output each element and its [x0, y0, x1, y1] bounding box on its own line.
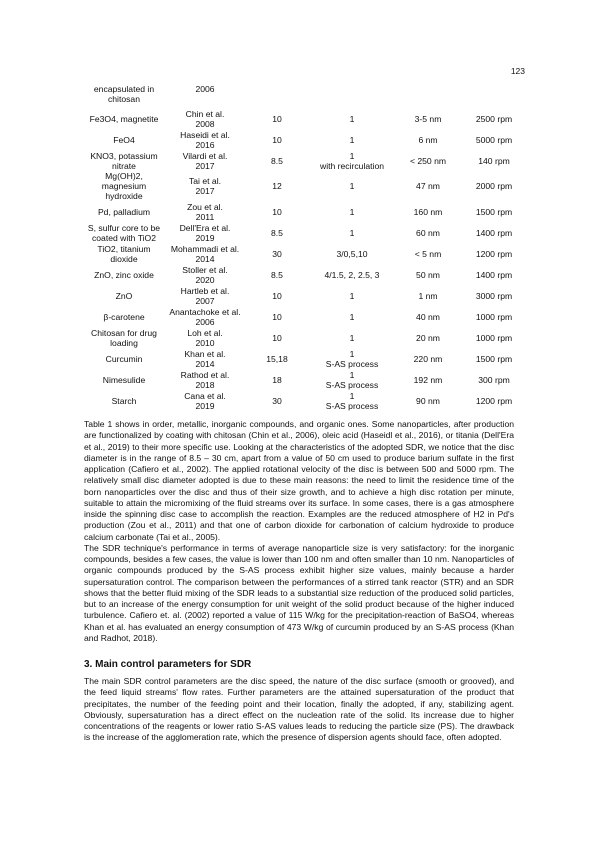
table-cell: 1 S-AS process — [325, 390, 379, 411]
table-cell: 1 S-AS process — [325, 369, 379, 390]
table-cell — [460, 84, 528, 108]
table-cell: 10 — [272, 113, 282, 124]
table-cell: 3000 rpm — [475, 290, 513, 301]
table-row — [84, 84, 528, 108]
table-row — [84, 171, 528, 201]
table-row — [84, 150, 528, 171]
table-row — [84, 201, 528, 222]
table-row — [84, 369, 528, 390]
table-cell: 1 — [349, 290, 355, 301]
table-cell: Cana et al. 2019 — [184, 390, 226, 411]
table-cell: 1400 rpm — [475, 269, 513, 280]
table-cell: 8.5 — [271, 269, 283, 280]
table-cell: 50 nm — [416, 269, 440, 280]
table-cell: S, sulfur core to be coated with TiO2 — [87, 222, 161, 243]
table-cell: 15,18 — [266, 353, 288, 364]
table-cell: 1000 rpm — [475, 332, 513, 343]
table-cell: Anantachoke et al. 2006 — [169, 306, 241, 327]
table-cell: FeO4 — [113, 134, 135, 145]
table-row — [84, 348, 528, 369]
table-cell: 60 nm — [416, 227, 440, 238]
table-cell: Mg(OH)2, magnesium hydroxide — [101, 171, 147, 201]
table-cell: ZnO, zinc oxide — [94, 269, 154, 280]
table-cell: 10 — [272, 206, 282, 217]
table-cell — [396, 84, 460, 108]
table-cell: Loh et al. 2010 — [187, 327, 223, 348]
table-row — [84, 264, 528, 285]
table-row — [84, 390, 528, 411]
table-cell — [308, 84, 396, 108]
page-number: 123 — [510, 66, 525, 76]
table-cell: < 5 nm — [414, 248, 442, 259]
paragraph: Table 1 shows in order, metallic, inorganic compounds, and organic ones. Some nanoparticles, after production are functionalized by coating with chitosan (Chin et al., 2006), oleic acid (Haseidl et al., 2016), or titania (Dell'Era et al., 2019) to their more specific use. Looking at the characteristics of the adopted SDR, we notice that the disc diameter is in the range of 8.5 – 30 cm, apart from a value of 50 cm used to produce barium sulfate in the first application (Cafiero et al., 2002). The applied rotational velocity of the disc is between 500 and 5000 rpm. The relatively small disc diameter adopted is due to these main reasons: the need to limit the residence time of the born nanoparticles over the disc and thus of their size growth, and to achieve a high disc rotation per minute, suitable to attain the micromixing of the fluid streams over its surface. In some cases, there is a gas atmosphere inside the spinning disc case to accomplish the reaction. Examples are the reduced atmosphere of H2 in Pd's production (Zou et al., 2011) and that one of carbon dioxide for carbonation of calcium hydroxide to produce calcium carbonate (Tai et al., 2005). — [84, 419, 514, 542]
table-row — [84, 108, 528, 129]
table-cell: 10 — [272, 332, 282, 343]
table-cell: 8.5 — [271, 227, 283, 238]
table-cell: 10 — [272, 290, 282, 301]
table-cell: 220 nm — [413, 353, 443, 364]
table-cell: 10 — [272, 311, 282, 322]
table-cell: < 250 nm — [409, 155, 447, 166]
table-cell: Chitosan for drug loading — [91, 327, 157, 348]
section-title: 3. Main control parameters for SDR — [84, 659, 252, 670]
table-cell: 90 nm — [416, 395, 440, 406]
table-cell: 1 — [349, 332, 355, 343]
table-cell: 30 — [272, 395, 282, 406]
table-cell: 1200 rpm — [475, 248, 513, 259]
table-cell: Haseidi et al. 2016 — [180, 129, 230, 150]
table-cell: Chin et al. 2008 — [185, 108, 225, 129]
table-cell: 1 — [349, 134, 355, 145]
table-cell: 1 S-AS process — [325, 348, 379, 369]
section-body — [84, 676, 514, 744]
table-row — [84, 327, 528, 348]
table-cell: 140 rpm — [478, 155, 510, 166]
table-cell: 1 — [349, 113, 355, 124]
table-cell: 2006 — [195, 84, 215, 94]
table-cell: 1400 rpm — [475, 227, 513, 238]
table-cell: encapsulated in chitosan — [93, 84, 155, 104]
table-cell: Pd, palladium — [97, 206, 151, 217]
table-cell: 2500 rpm — [475, 113, 513, 124]
table-cell: TiO2, titanium dioxide — [97, 243, 151, 264]
table-cell: 1 with recirculation — [320, 150, 384, 171]
table-row — [84, 222, 528, 243]
table-cell: 10 — [272, 134, 282, 145]
table-cell: 5000 rpm — [475, 134, 513, 145]
table-cell: Mohammadi et al. 2014 — [170, 243, 240, 264]
table-cell: Stoller et al. 2020 — [182, 264, 228, 285]
table-cell: 3/0,5,10 — [336, 248, 368, 259]
table-cell: 2000 rpm — [475, 181, 513, 191]
table-cell: 4/1.5, 2, 2.5, 3 — [324, 269, 380, 280]
table-cell: ZnO — [115, 290, 133, 301]
table-cell: Zou et al. 2011 — [187, 201, 223, 222]
table-cell: β-carotene — [103, 311, 145, 322]
table-cell: Vilardi et al. 2017 — [182, 150, 228, 171]
table-cell: 1000 rpm — [475, 311, 513, 322]
table-cell: 30 — [272, 248, 282, 259]
paragraph: The main SDR control parameters are the disc speed, the nature of the disc surface (smooth or grooved), and the feed liquid streams' flow rates. Further parameters are the attained supersaturation of the product that precipitates, the number of the feeding point and their location, finally the adopted, if any, stabilizing agent. Obviously, supersaturation has a direct effect on the nucleation rate of the solid. Its increase due to higher concentrations of the reagents or lower ratio S-AS values leads to reducing the particle size (PS). The drawback is the increase of the agglomeration rate, which the presence of dispersion agents should face, often adopted. — [84, 676, 514, 743]
table-cell: 8.5 — [271, 155, 283, 166]
table-row — [84, 306, 528, 327]
table-cell: Rathod et al. 2018 — [180, 369, 230, 390]
table-cell: Curcumin — [105, 353, 143, 364]
table-cell: Nimesulide — [102, 374, 146, 385]
table-cell: KNO3, potassium nitrate — [90, 150, 158, 171]
results-table — [84, 84, 528, 411]
table-cell: 18 — [272, 374, 282, 385]
table-cell: Fe3O4, magnetite — [89, 113, 159, 124]
table-cell: 20 nm — [416, 332, 440, 343]
table-cell: 300 rpm — [478, 374, 510, 385]
table-row — [84, 243, 528, 264]
table-cell: Khan et al. 2014 — [184, 348, 226, 369]
table-row — [84, 285, 528, 306]
table-cell: 1 nm — [418, 290, 438, 301]
table-cell: 40 nm — [416, 311, 440, 322]
table-cell: 1 — [349, 227, 355, 238]
table-cell — [246, 84, 308, 108]
table-cell: Hartleb et al. 2007 — [180, 285, 230, 306]
table-cell: 160 nm — [413, 206, 443, 217]
table-row — [84, 129, 528, 150]
table-cell: 1 — [349, 181, 355, 191]
table-cell: Dell'Era et al. 2019 — [179, 222, 231, 243]
paragraph: The SDR technique's performance in terms of average nanoparticle size is very satisfactory: for the inorganic compounds, besides a few cases, the value is lower than 100 nm and often smaller than 10 nm. Nanoparticles of organic compounds produced by the S-AS process exhibit higher size values, mainly because a harder supersaturation control. The comparison between the performances of a stirred tank reactor (STR) and an SDR shows that the better fluid mixing of the SDR leads to a substantial size reduction of the produced solid particles, but to an increase of the energy consumption for unit weight of the solid product because of the higher induced turbulence. Cafiero et. al. (2002) reported a value of 115 W/kg for the precipitation-reaction of BaSO4, whereas Khan et al. has evaluated an energy consumption of 473 W/kg of curcumin produced by an S-AS process (Khan and Radhot, 2018). — [84, 542, 514, 643]
table-cell: 192 nm — [413, 374, 443, 385]
body-text — [84, 419, 514, 644]
table-cell: 3-5 nm — [414, 113, 442, 124]
table-cell: 1200 rpm — [475, 395, 513, 406]
table-cell: 12 — [272, 181, 282, 191]
table-cell: 1500 rpm — [475, 206, 513, 217]
table-cell: 1 — [349, 206, 355, 217]
table-cell: 6 nm — [418, 134, 438, 145]
table-cell: 47 nm — [416, 181, 440, 191]
table-cell: Starch — [111, 395, 137, 406]
table-cell: 1500 rpm — [475, 353, 513, 364]
table-cell: Tai et al. 2017 — [188, 176, 221, 196]
table-cell: 1 — [349, 311, 355, 322]
